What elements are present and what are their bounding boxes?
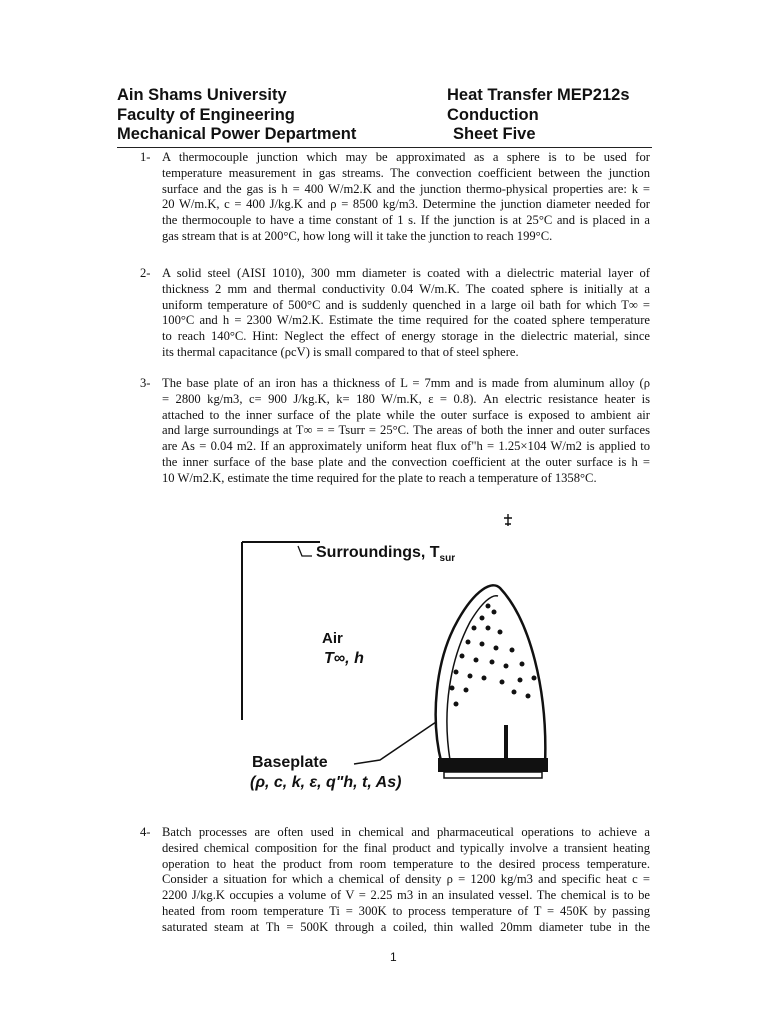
text-line: to reach 140°C. Hint: Neglect the effect of energy storage in the dielectric material, since: [162, 329, 650, 344]
text-line: = 2800 kg/m3, c= 900 J/kg.K, k= 180 W/m.K, ε = 0.8). An electric resistance heater is: [162, 391, 650, 406]
header-row-2: [117, 106, 652, 126]
text-line: the thermocouple to have a time constant of 1 s. If the junction is at 25°C and is placed in a: [162, 213, 650, 228]
problem-number: 2-: [140, 266, 151, 280]
surroundings-label: Surroundings, $T_{sur}$: [316, 544, 456, 565]
faculty-name: Faculty of Engineering: [117, 105, 295, 124]
header-row-3: [117, 125, 652, 145]
text-line: uniform temperature of 500°C and is suddenly quenched in a large oil bath for which T∞ =: [162, 297, 650, 312]
iron-figure: [230, 510, 560, 810]
text-line: heated from room temperature Ti = 300K to process temperature of T = 450K by passing: [162, 903, 650, 918]
document-header: [117, 86, 652, 145]
sheet-title: Sheet Five: [453, 125, 536, 143]
text-line: thickness 2 mm and thermal conductivity 0.04 W/m.K. The coated sphere is initially at a: [162, 281, 650, 296]
text-line: Consider a situation for which a chemical of density ρ = 1200 kg/m3 and specific heat c =: [162, 872, 650, 887]
problem-text: [162, 376, 650, 487]
problem-2: [140, 266, 650, 361]
text-line: 20 W/m.K, c = 400 J/kg.K and ρ = 8500 kg/m3. Determine the junction diameter needed for: [162, 197, 650, 212]
header-rule: [117, 147, 652, 148]
text-line: operation to heat the product from room temperature to the desired process temperature.: [162, 856, 650, 871]
problem-number: 4-: [140, 825, 151, 839]
text-line: A solid steel (AISI 1010), 300 mm diameter is coated with a dielectric material layer of: [162, 266, 650, 280]
problem-text: [162, 266, 650, 361]
problem-1: [140, 150, 650, 245]
university-name: Ain Shams University: [117, 86, 287, 104]
text-line: are As = 0.04 m2. If an approximately uniform heat flux of"h = 1.25×104 W/m2 is applied to: [162, 439, 650, 454]
text-line: desired chemical composition for the final product and typically involve a transient heating: [162, 840, 650, 855]
text-line: the inner surface of the base plate and the convection coefficient at the outer surface is h =: [162, 454, 650, 469]
department-name: Mechanical Power Department: [117, 125, 357, 143]
course-title: Heat Transfer MEP212s: [447, 86, 630, 104]
problem-number: 3-: [140, 376, 151, 390]
baseplate-properties: (ρ, c, k, ε, q"h, t, As): [250, 774, 402, 791]
text-line: its thermal capacitance (ρcV) is small compared to that of steel sphere.: [162, 344, 519, 359]
page-number: 1: [390, 950, 397, 964]
header-row-1: [117, 86, 652, 106]
problem-text: [162, 150, 650, 245]
problem-number: 1-: [140, 150, 151, 164]
air-label: Air: [322, 630, 343, 647]
text-line: and large surroundings at T∞ = = Tsurr = 25°C. The areas of both the inner and outer surfaces: [162, 423, 650, 438]
problem-text: [162, 825, 650, 936]
text-line: A thermocouple junction which may be approximated as a sphere is to be used for: [162, 150, 650, 164]
text-line: temperature measurement in gas streams. The convection coefficient between the junction: [162, 165, 650, 180]
problem-4: [140, 825, 650, 936]
text-line: saturated steam at Th = 500K through a coiled, thin walled 20mm diameter tube in the: [162, 919, 650, 934]
air-variables: T∞, h: [324, 650, 364, 667]
text-line: The base plate of an iron has a thickness of L = 7mm and is made from aluminum alloy (ρ: [162, 376, 650, 390]
text-line: gas stream that is at 200°C, how long will it take the junction to reach 199°C.: [162, 228, 553, 243]
text-line: 10 W/m2.K, estimate the time required for the plate to reach a temperature of 1358°C.: [162, 470, 597, 485]
baseplate-label: Baseplate: [252, 754, 328, 771]
problem-3: [140, 376, 650, 487]
text-line: surface and the gas is h = 400 W/m2.K and the junction thermo-physical properties are: k =: [162, 181, 650, 196]
text-line: attached to the inner surface of the plate while the outer surface is exposed to ambient air: [162, 407, 650, 422]
text-line: 2200 J/kg.K occupies a volume of V = 2.25 m3 in an insulated vessel. The chemical is to be: [162, 888, 650, 903]
text-line: Batch processes are often used in chemical and pharmaceutical operations to achieve a: [162, 825, 650, 839]
text-line: 100°C and h = 2300 W/m2.K. Estimate the time required for the coated sphere temperature: [162, 313, 650, 328]
topic-title: Conduction: [447, 105, 539, 124]
